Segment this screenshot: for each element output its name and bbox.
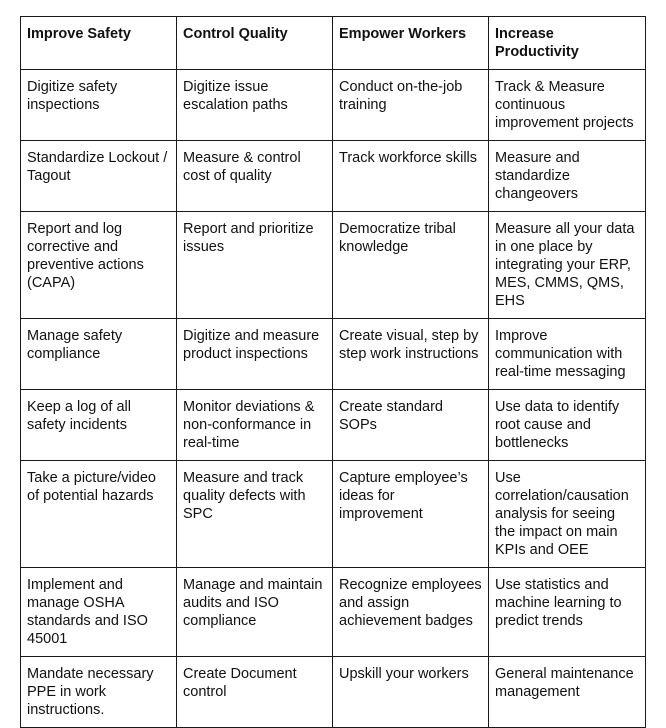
- table-cell: Manage and maintain audits and ISO compliance: [177, 568, 333, 657]
- table-cell: Create Document control: [177, 657, 333, 728]
- table-cell: Use data to identify root cause and bottlenecks: [489, 390, 646, 461]
- table-cell: Standardize Lockout / Tagout: [21, 141, 177, 212]
- table-cell: Create standard SOPs: [333, 390, 489, 461]
- table-row: [21, 319, 646, 390]
- table-cell: Track & Measure continuous improvement projects: [489, 70, 646, 141]
- table-cell: Upskill your workers: [333, 657, 489, 728]
- initiatives-table: [20, 16, 646, 728]
- table-cell: Report and prioritize issues: [177, 212, 333, 319]
- table-cell: Report and log corrective and preventive actions (CAPA): [21, 212, 177, 319]
- table-cell: Use correlation/causation analysis for seeing the impact on main KPIs and OEE: [489, 461, 646, 568]
- table-cell: Measure and standardize changeovers: [489, 141, 646, 212]
- table-row: [21, 657, 646, 728]
- table-cell: Track workforce skills: [333, 141, 489, 212]
- table-cell: Create visual, step by step work instructions: [333, 319, 489, 390]
- table-cell: Improve communication with real-time messaging: [489, 319, 646, 390]
- table-row: [21, 461, 646, 568]
- table-cell: General maintenance management: [489, 657, 646, 728]
- table-cell: Digitize safety inspections: [21, 70, 177, 141]
- table-cell: Democratize tribal knowledge: [333, 212, 489, 319]
- table-body: [21, 70, 646, 728]
- header-control-quality: Control Quality: [177, 17, 333, 70]
- table-header: [21, 17, 646, 70]
- header-increase-productivity: Increase Productivity: [489, 17, 646, 70]
- table-cell: Capture employee’s ideas for improvement: [333, 461, 489, 568]
- table-cell: Take a picture/video of potential hazards: [21, 461, 177, 568]
- table-cell: Digitize issue escalation paths: [177, 70, 333, 141]
- table-cell: Use statistics and machine learning to predict trends: [489, 568, 646, 657]
- table-row: [21, 390, 646, 461]
- table-cell: Measure and track quality defects with SPC: [177, 461, 333, 568]
- table-cell: Measure & control cost of quality: [177, 141, 333, 212]
- table-cell: Conduct on-the-job training: [333, 70, 489, 141]
- table-cell: Measure all your data in one place by integrating your ERP, MES, CMMS, QMS, EHS: [489, 212, 646, 319]
- table-cell: Mandate necessary PPE in work instructions.: [21, 657, 177, 728]
- header-row: [21, 17, 646, 70]
- table-cell: Digitize and measure product inspections: [177, 319, 333, 390]
- header-empower-workers: Empower Workers: [333, 17, 489, 70]
- table-cell: Manage safety compliance: [21, 319, 177, 390]
- table-cell: Keep a log of all safety incidents: [21, 390, 177, 461]
- table-row: [21, 70, 646, 141]
- table-container: [20, 16, 645, 728]
- table-row: [21, 568, 646, 657]
- table-cell: Implement and manage OSHA standards and ISO 45001: [21, 568, 177, 657]
- table-row: [21, 141, 646, 212]
- table-row: [21, 212, 646, 319]
- table-cell: Monitor deviations & non-conformance in real-time: [177, 390, 333, 461]
- table-cell: Recognize employees and assign achievement badges: [333, 568, 489, 657]
- header-improve-safety: Improve Safety: [21, 17, 177, 70]
